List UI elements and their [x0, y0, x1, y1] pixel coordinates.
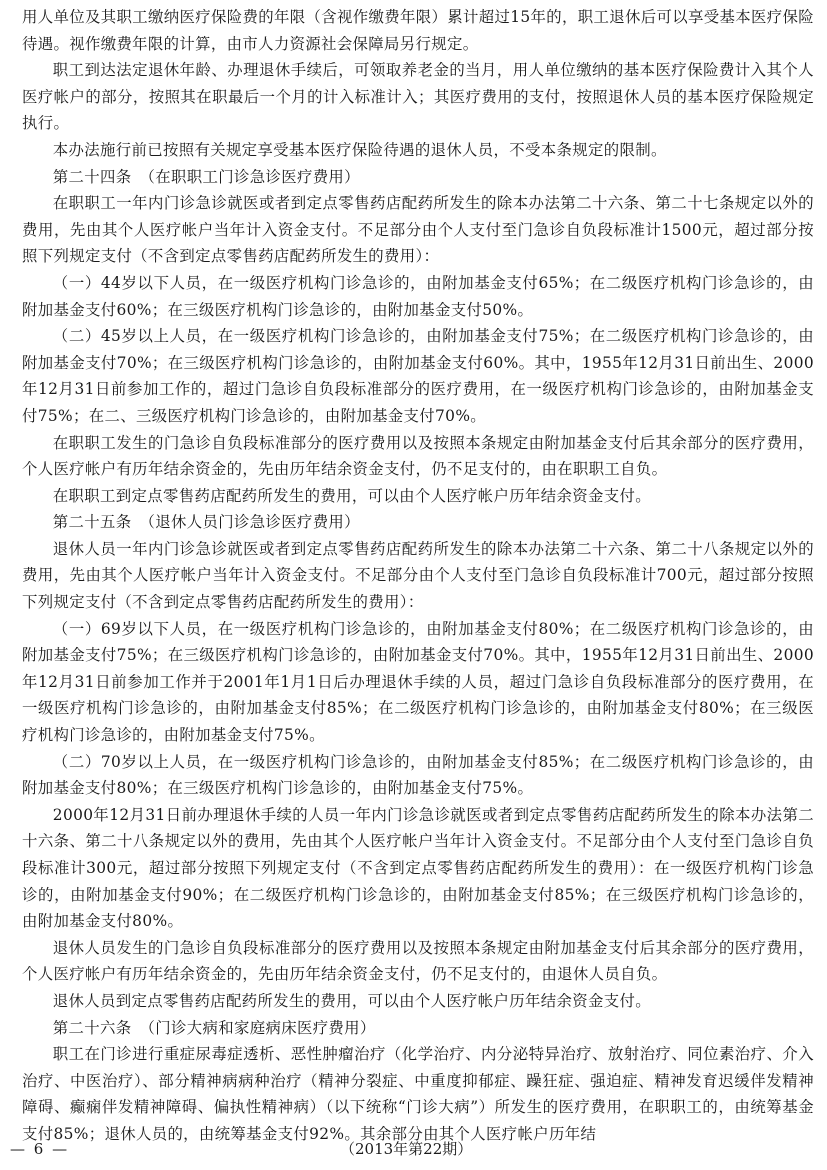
issue-label: （2013年第22期） [340, 1140, 473, 1158]
paragraph: 退休人员到定点零售药店配药所发生的费用，可以由个人医疗帐户历年结余资金支付。 [52, 991, 651, 1010]
paragraph: 在职职工一年内门诊急诊就医或者到定点零售药店配药所发生的除本办法第二十六条、第二十七条规定以外的费用，先由其个人医疗帐户当年计入资金支付。不足部分由个人支付至门急诊自负段标准计1500元，超过部分按照下列规定支付（不含到定点零售药店配药所发生的费用）： [22, 194, 814, 266]
paragraph: （二）70岁以上人员，在一级医疗机构门诊急诊的，由附加基金支付85%；在二级医疗机构门诊急诊的，由附加基金支付80%；在三级医疗机构门诊急诊的，由附加基金支付75%。 [22, 752, 814, 798]
page-number: — 6 — [10, 1140, 70, 1158]
article-heading: 第二十五条 （退休人员门诊急诊医疗费用） [52, 513, 360, 532]
paragraph: 在职职工到定点零售药店配药所发生的费用，可以由个人医疗帐户历年结余资金支付。 [52, 486, 651, 505]
paragraph: 本办法施行前已按照有关规定享受基本医疗保险待遇的退休人员，不受本条规定的限制。 [52, 140, 667, 159]
paragraph: （一）44岁以下人员，在一级医疗机构门诊急诊的，由附加基金支付65%；在二级医疗机构门诊急诊的，由附加基金支付60%；在三级医疗机构门诊急诊的，由附加基金支付50%。 [22, 273, 814, 319]
document-body [22, 4, 814, 1148]
paragraph: 用人单位及其职工缴纳医疗保险费的年限（含视作缴费年限）累计超过15年的，职工退休后可以享受基本医疗保险待遇。视作缴费年限的计算，由市人力资源社会保障局另行规定。 [22, 8, 814, 53]
paragraph: （二）45岁以上人员，在一级医疗机构门诊急诊的，由附加基金支付75%；在二级医疗机构门诊急诊的，由附加基金支付70%；在三级医疗机构门诊急诊的，由附加基金支付60%。其中，1955年12月31日前出生、2000年12月31日前参加工作的，超过门急诊自负段标准部分的医疗费用，在一级医疗机构门诊急诊的，由附加基金支付75%；在二、三级医疗机构门诊急诊的，由附加基金支付70%。 [22, 327, 814, 425]
page-footer [0, 1136, 827, 1162]
paragraph: 职工在门诊进行重症尿毒症透析、恶性肿瘤治疗（化学治疗、内分泌特异治疗、放射治疗、同位素治疗、介入治疗、中医治疗）、部分精神病病种治疗（精神分裂症、中重度抑郁症、躁狂症、强迫症、精神发育迟缓伴发精神障碍、癫痫伴发精神障碍、偏执性精神病）（以下统称“门诊大病”）所发生的医疗费用，在职职工的，由统筹基金支付85%；退休人员的，由统筹基金支付92%。其余部分由其个人医疗帐户历年结 [22, 1045, 814, 1143]
paragraph: 在职职工发生的门急诊自负段标准部分的医疗费用以及按照本条规定由附加基金支付后其余部分的医疗费用，个人医疗帐户有历年结余资金的，先由历年结余资金支付，仍不足支付的，由在职职工自负。 [22, 433, 814, 479]
paragraph: 2000年12月31日前办理退休手续的人员一年内门诊急诊就医或者到定点零售药店配药所发生的除本办法第二十六条、第二十八条规定以外的费用，先由其个人医疗帐户当年计入资金支付。不足部分由个人支付至门急诊自负段标准计300元，超过部分按照下列规定支付（不含到定点零售药店配药所发生的费用）：在一级医疗机构门诊急诊的，由附加基金支付90%；在二级医疗机构门诊急诊的，由附加基金支付85%；在三级医疗机构门诊急诊的，由附加基金支付80%。 [22, 805, 814, 931]
paragraph: 退休人员发生的门急诊自负段标准部分的医疗费用以及按照本条规定由附加基金支付后其余部分的医疗费用，个人医疗帐户有历年结余资金的，先由历年结余资金支付，仍不足支付的，由退休人员自负。 [22, 938, 814, 984]
article-heading: 第二十四条 （在职职工门诊急诊医疗费用） [52, 167, 360, 186]
paragraph: 退休人员一年内门诊急诊就医或者到定点零售药店配药所发生的除本办法第二十六条、第二十八条规定以外的费用，先由其个人医疗帐户当年计入资金支付。不足部分由个人支付至门急诊自负段标准计700元，超过部分按照下列规定支付（不含到定点零售药店配药所发生的费用）： [22, 539, 814, 612]
article-heading: 第二十六条 （门诊大病和家庭病床医疗费用） [52, 1018, 376, 1037]
paragraph: （一）69岁以下人员，在一级医疗机构门诊急诊的，由附加基金支付80%；在二级医疗机构门诊急诊的，由附加基金支付75%；在三级医疗机构门诊急诊的，由附加基金支付70%。其中，1955年12月31日前出生、2000年12月31日前参加工作并于2001年1月1日后办理退休手续的人员，超过门急诊自负段标准部分的医疗费用，在一级医疗机构门诊急诊的，由附加基金支付85%；在二级医疗机构门诊急诊的，由附加基金支付80%；在三级医疗机构门诊急诊的，由附加基金支付75%。 [22, 619, 814, 745]
paragraph: 职工到达法定退休年龄、办理退休手续后，可领取养老金的当月，用人单位缴纳的基本医疗保险费计入其个人医疗帐户的部分，按照其在职最后一个月的计入标准计入；其医疗费用的支付，按照退休人员的基本医疗保险规定执行。 [22, 61, 814, 133]
